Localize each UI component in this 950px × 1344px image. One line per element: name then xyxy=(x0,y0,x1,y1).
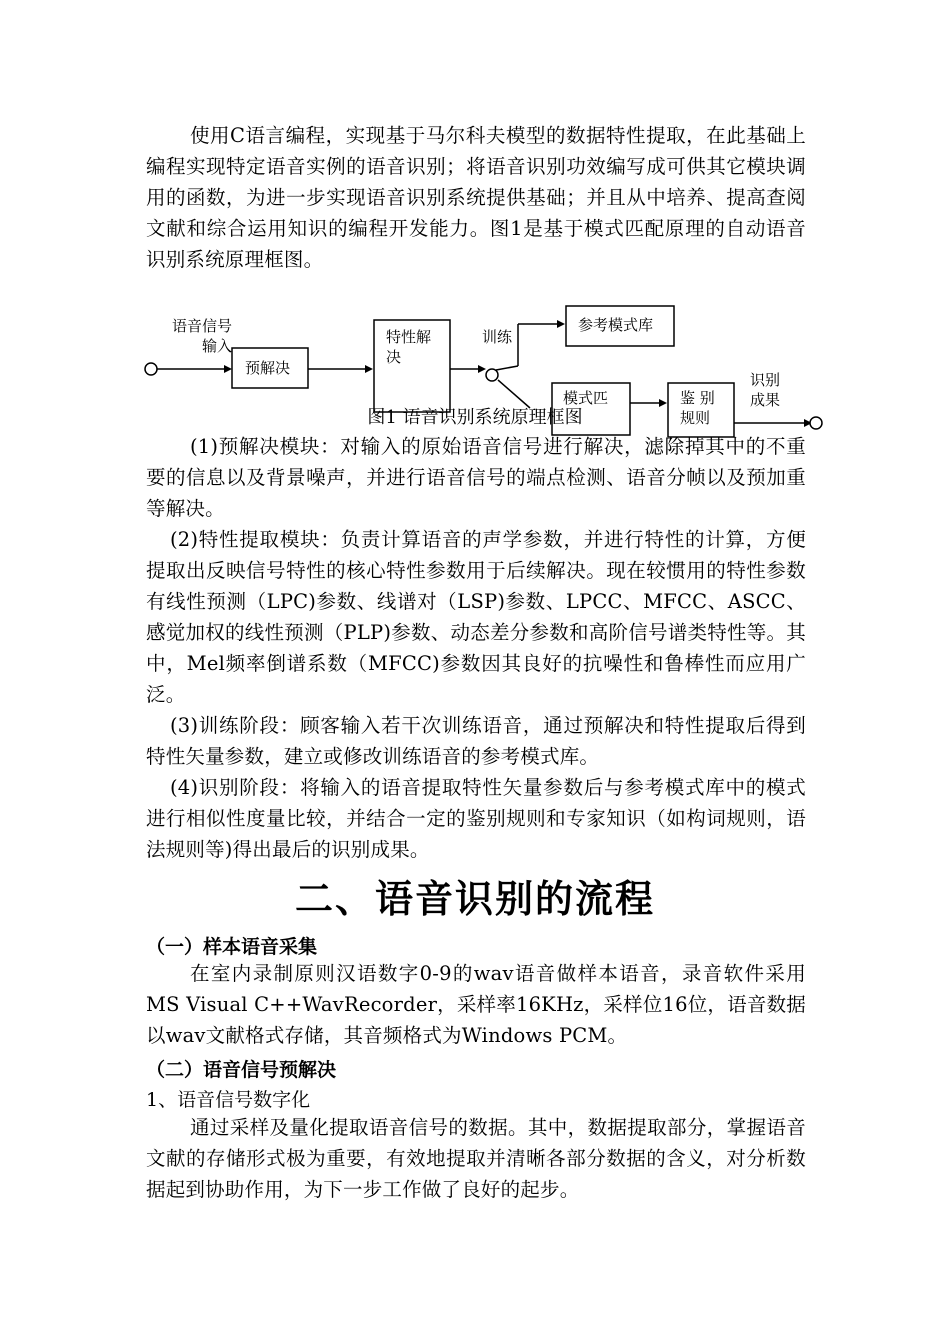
paragraph-training: (3)训练阶段：顾客输入若干次训练语音，通过预解决和特性提取后得到特性矢量参数，建立或修改训练语音的参考模式库。 xyxy=(146,714,806,768)
reference-library-label: 参考模式库 xyxy=(578,316,654,334)
paragraph-preprocess: (1)预解决模块：对输入的原始语音信号进行解决，滤除掉其中的不重要的信息以及背景噪声，并进行语音信号的端点检测、语音分帧以及预加重等解决。 xyxy=(146,435,806,520)
feature-label-2: 决 xyxy=(386,348,402,366)
pre-process-label: 预解决 xyxy=(245,359,291,377)
intro-paragraph: 使用C语言编程，实现基于马尔科夫模型的数据特性提取，在此基础上编程实现特定语音实例的语音识别；将语音识别功效编写成可供其它模块调用的函数，为进一步实现语音识别系统提供基础；并且从中培养、提高查阅文献和综合运用知识的编程开发能力。图1是基于模式匹配原理的自动语音识别系统原理框图。 xyxy=(146,124,806,271)
paragraph-feature: (2)特性提取模块：负责计算语音的声学参数，并进行特性的计算，方便提取出反映信号特性的核心特性参数用于后续解决。现在较惯用的特性参数有线性预测（LPC)参数、线谱对（LSP)参数、LPCC、MFCC、ASCC、感觉加权的线性预测（PLP)参数、动态差分参数和高阶信号谱类特性等。其中，Mel频率倒谱系数（MFCC)参数因其良好的抗噪性和鲁棒性而应用广泛。 xyxy=(146,528,806,706)
switch-node xyxy=(486,369,498,381)
item-1-title: 1、语音信号数字化 xyxy=(146,1089,311,1111)
pattern-match-label: 模式匹 xyxy=(563,389,609,407)
feature-label-1: 特性解 xyxy=(386,328,432,346)
subsection-1-title: （一）样本语音采集 xyxy=(146,936,318,958)
figure-caption: 图1 语音识别系统原理框图 xyxy=(367,407,583,428)
judge-label-1: 鉴 别 xyxy=(680,389,715,407)
section-title: 二、语音识别的流程 xyxy=(294,876,655,921)
judge-label-2: 规则 xyxy=(680,409,711,427)
result-label-2: 成果 xyxy=(750,391,781,409)
paragraph-recognition: (4)识别阶段：将输入的语音提取特性矢量参数后与参考模式库中的模式进行相似性度量比较，并结合一定的鉴别规则和专家知识（如构词规则，语法规则等)得出最后的识别成果。 xyxy=(146,776,806,861)
input-label-2: 输入 xyxy=(202,337,233,355)
input-node xyxy=(145,363,157,375)
subsection-1-text: 在室内录制原则汉语数字0-9的wav语音做样本语音，录音软件采用MS Visual C++WavRecorder，采样率16KHz，采样位16位，语音数据以wav文献格式存储，其音频格式为Windows PCM。 xyxy=(146,962,806,1047)
item-1-text: 通过采样及量化提取语音信号的数据。其中，数据提取部分，掌握语音文献的存储形式极为重要，有效地提取并清晰各部分数据的含义，对分析数据起到协助作用，为下一步工作做了良好的起步。 xyxy=(146,1116,806,1201)
result-label-1: 识别 xyxy=(750,371,781,389)
input-label-1: 语音信号 xyxy=(172,317,233,335)
train-label: 训练 xyxy=(482,328,513,346)
subsection-2-title: （二）语音信号预解决 xyxy=(146,1059,337,1081)
